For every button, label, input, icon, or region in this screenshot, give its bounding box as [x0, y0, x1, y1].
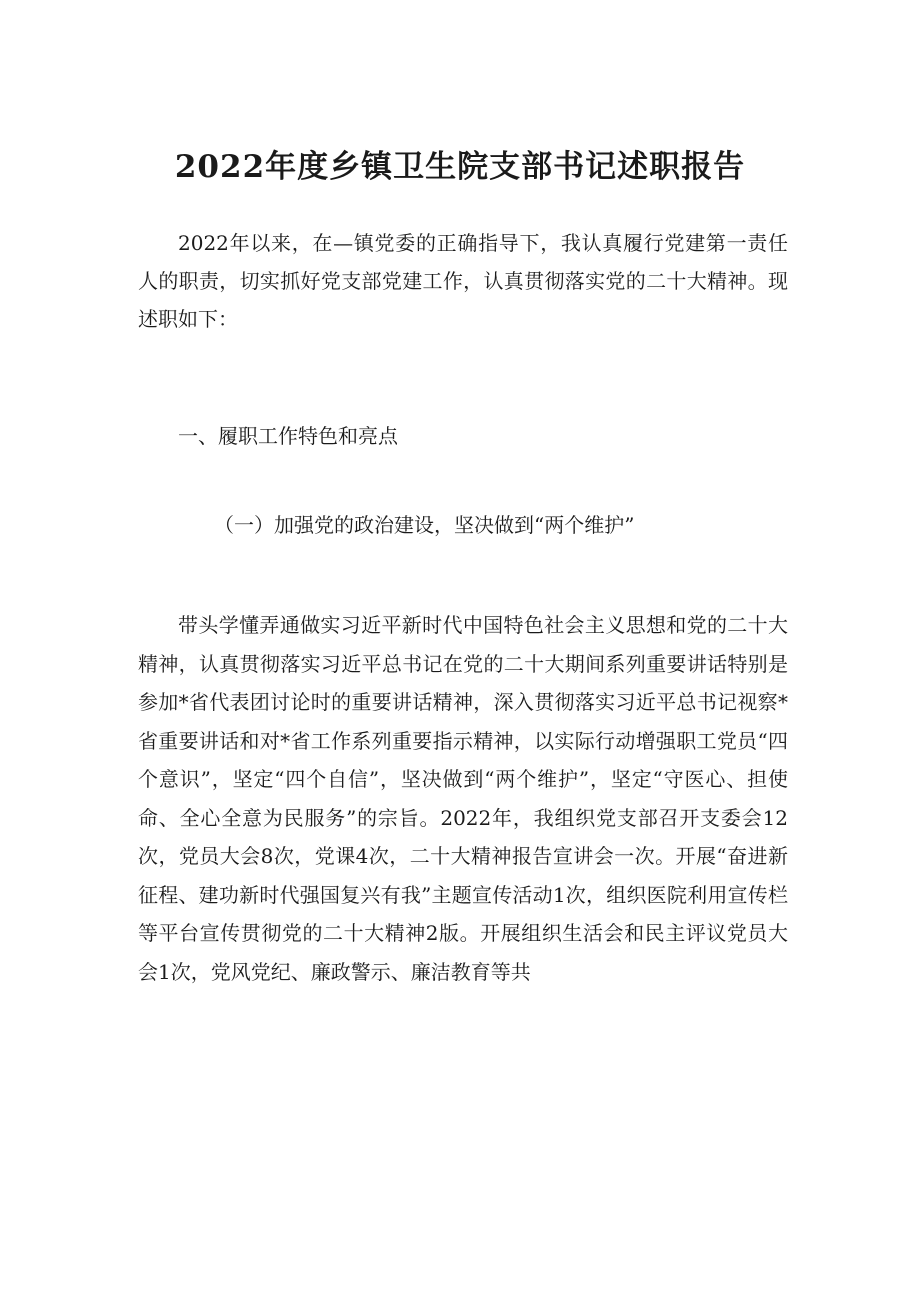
document-title: 2022年度乡镇卫生院支部书记述职报告	[174, 149, 746, 185]
body-paragraph: 带头学懂弄通做实习近平新时代中国特色社会主义思想和党的二十大精神，认真贯彻落实习近平总书记在党的二十大期间系列重要讲话特别是参加*省代表团讨论时的重要讲话精神，深入贯彻落实习近平总书记视察*省重要讲话和对*省工作系列重要指示精神，以实际行动增强职工党员“四个意识”，坚定“四个自信”，坚决做到“两个维护”，坚定“守医心、担使命、全心全意为民服务”的宗旨。2022年，我组织党支部召开支委会12次，党员大会8次，党课4次，二十大精神报告宣讲会一次。开展“奋进新征程、建功新时代强国复兴有我”主题宣传活动1次，组织医院利用宣传栏等平台宣传贯彻党的二十大精神2版。开展组织生活会和民主评议党员大会1次，党风党纪、廉政警示、廉洁教育等共	[138, 613, 788, 984]
section-heading: 一、履职工作特色和亮点	[178, 424, 398, 448]
subsection-heading: （一）加强党的政治建设，坚决做到“两个维护”	[214, 513, 635, 537]
intro-paragraph: 2022年以来，在—镇党委的正确指导下，我认真履行党建第一责任人的职责，切实抓好党支部党建工作，认真贯彻落实党的二十大精神。现述职如下：	[138, 231, 788, 331]
